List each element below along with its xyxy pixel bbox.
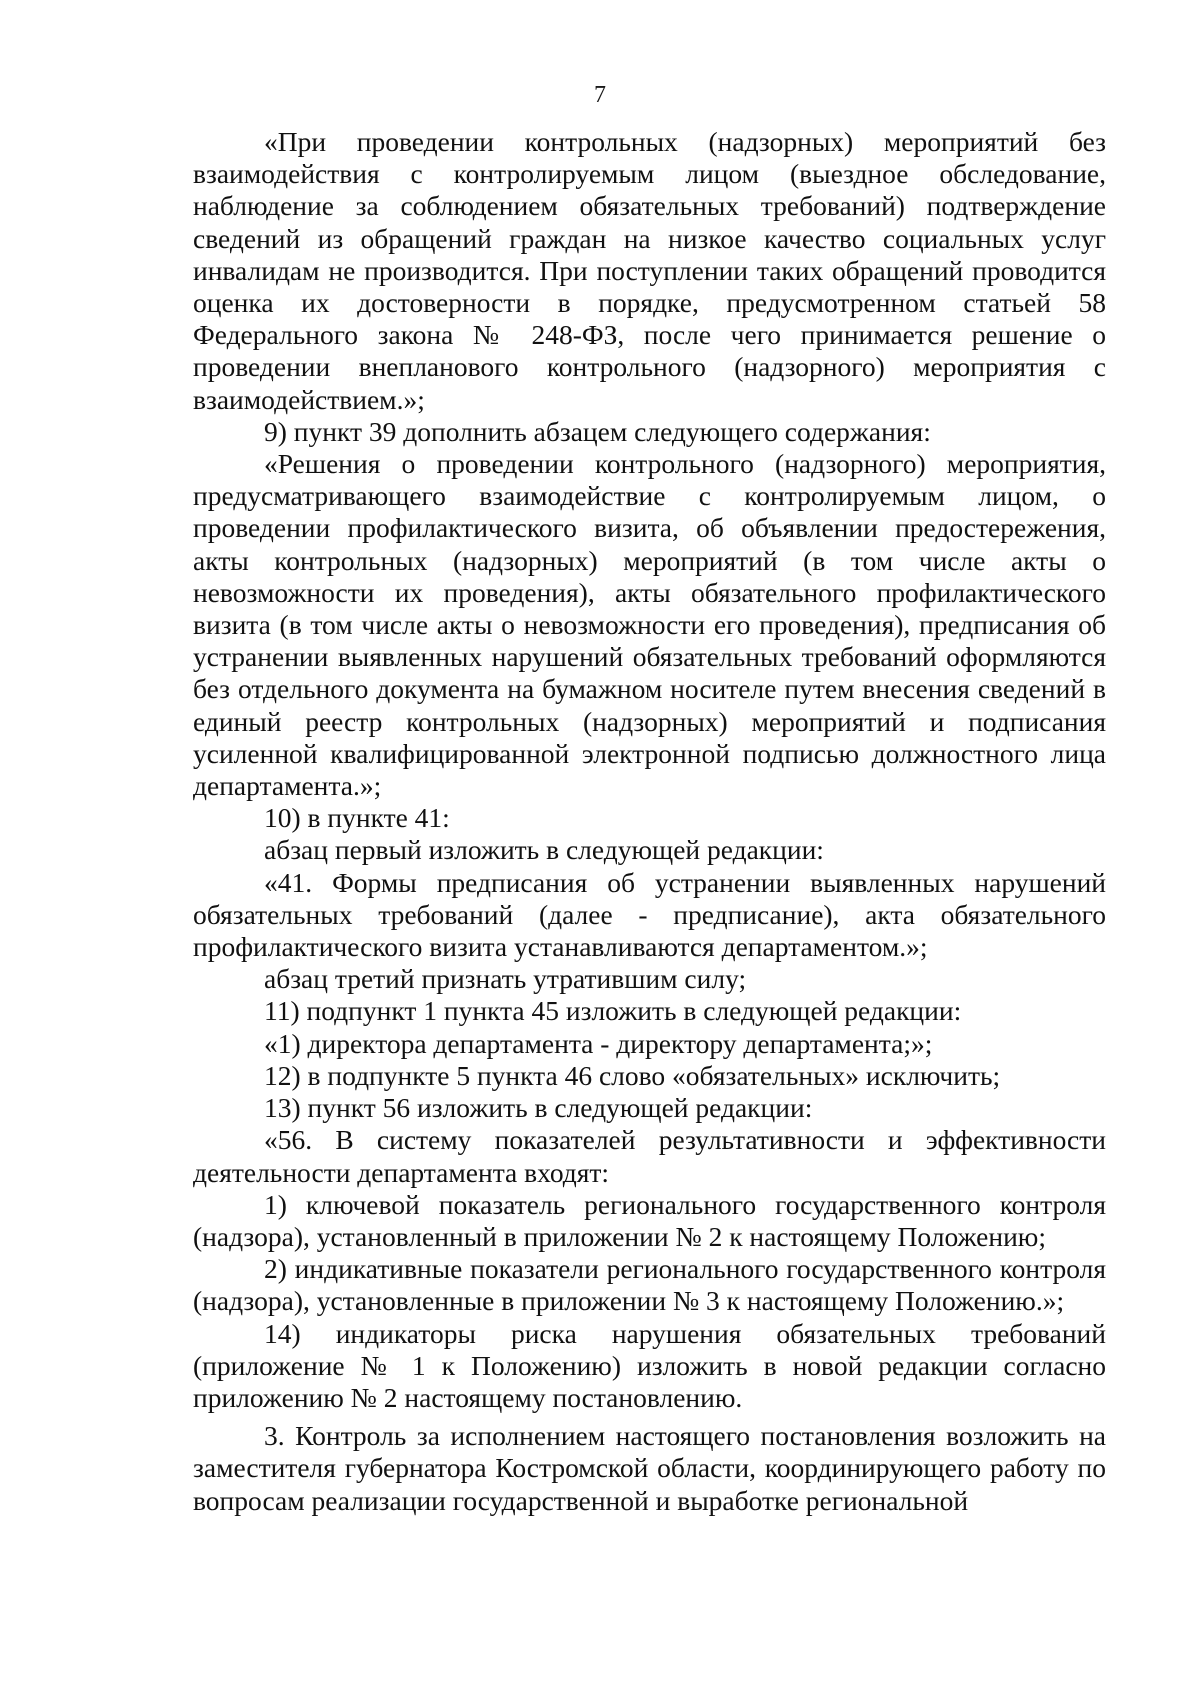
paragraph-third-abzac: абзац третий признать утратившим силу; [264,963,747,995]
paragraph-key-indicator: 1) ключевой показатель регионального государственного контроля (надзора), установленный в приложении № 2 к настоящему Положению; [193,1188,1106,1252]
paragraph-item-11: 11) подпункт 1 пункта 45 изложить в следующей редакции: [264,995,962,1027]
paragraph-item-12: 12) в подпункте 5 пункта 46 слово «обязательных» исключить; [264,1059,1001,1091]
paragraph-quote-inspection: «При проведении контрольных (надзорных) мероприятий без взаимодействия с контролируемым лицом (выездное обследование, наблюдение за соблюдением обязательных требований) подтверждение сведений из обращений граждан на низкое качество социальных услуг инвалидам не производится. При поступлении таких обращений проводится оценка их достоверности в порядке, предусмотренном статьей 58 Федерального закона № 248-ФЗ, после чего принимается решение о проведении внепланового контрольного (надзорного) мероприятия с взаимодействием.»; [193,126,1106,415]
paragraph-item-14: 14) индикаторы риска нарушения обязательных требований (приложение № 1 к Положению) изложить в новой редакции согласно приложению № 2 настоящему постановлению. [193,1317,1106,1413]
paragraph-item-9: 9) пункт 39 дополнить абзацем следующего содержания: [264,415,931,447]
paragraph-quote-director: «1) директора департамента - директору департамента;»; [264,1027,933,1059]
paragraph-quote-decisions: «Решения о проведении контрольного (надзорного) мероприятия, предусматривающего взаимодействие с контролируемым лицом, о проведении профилактического визита, об объявлении предостережения, акты контрольных (надзорных) мероприятий (в том числе акты о невозможности их проведения), акты обязательного профилактического визита (в том числе акты о невозможности его проведения), предписания об устранении выявленных нарушений обязательных требований оформляются без отдельного документа на бумажном носителе путем внесения сведений в единый реестр контрольных (надзорных) мероприятий и подписания усиленной квалифицированной электронной подписью должностного лица департамента.»; [193,448,1106,802]
paragraph-section-3: 3. Контроль за исполнением настоящего постановления возложить на заместителя губернатора Костромской области, координирующего работу по вопросам реализации государственной и выработке региональной [193,1420,1106,1516]
paragraph-quote-41: «41. Формы предписания об устранении выявленных нарушений обязательных требований (далее - предписание), акта обязательного профилактического визита устанавливаются департаментом.»; [193,866,1106,963]
document-body [193,126,1106,1517]
paragraph-quote-56: «56. В систему показателей результативности и эффективности деятельности департамента входят: [193,1124,1106,1188]
paragraph-first-abzac: абзац первый изложить в следующей редакции: [264,834,824,866]
page-number: 7 [594,82,606,108]
paragraph-item-10: 10) в пункте 41: [264,802,450,834]
paragraph-item-13: 13) пункт 56 изложить в следующей редакции: [264,1092,813,1124]
paragraph-indicative-indicators: 2) индикативные показатели регионального государственного контроля (надзора), установленные в приложении № 3 к настоящему Положению.»; [193,1253,1106,1317]
